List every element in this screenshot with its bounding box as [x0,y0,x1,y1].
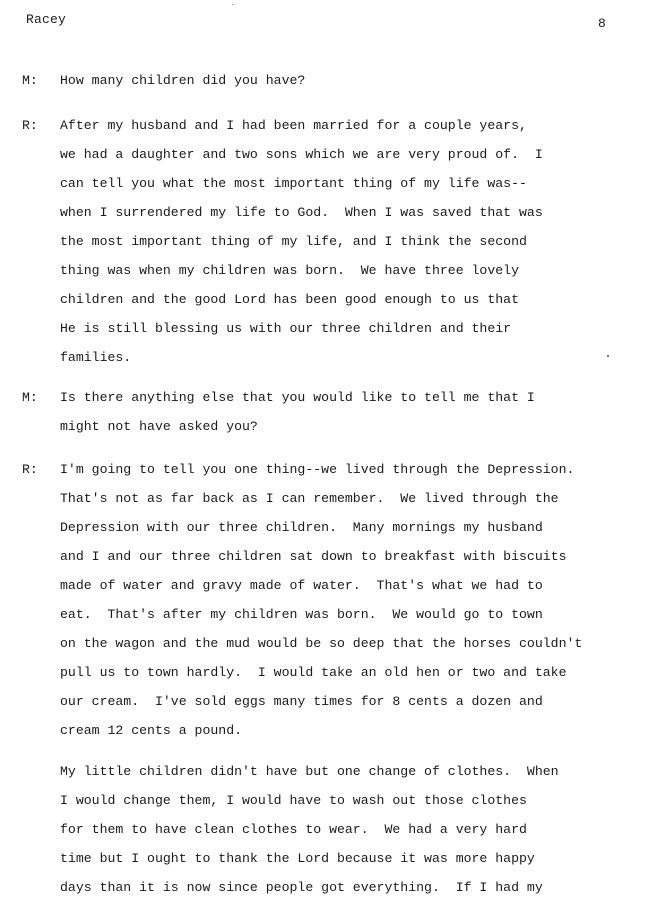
text-line: cream 12 cents a pound. [60,723,243,738]
text-line: That's not as far back as I can remember. We lived through the [60,491,559,506]
speaker-label: R: [22,118,38,133]
text-line: I'm going to tell you one thing--we lived through the Depression. [60,462,575,477]
text-line: My little children didn't have but one change of clothes. When [60,764,559,779]
speaker-label: M: [22,390,38,405]
entry-text [60,66,645,95]
entry-text [60,757,645,902]
text-line: for them to have clean clothes to wear. We had a very hard [60,822,527,837]
text-line: After my husband and I had been married for a couple years, [60,118,527,133]
text-line: the most important thing of my life, and I think the second [60,234,527,249]
entry-text [60,455,645,745]
text-line: Is there anything else that you would like to tell me that I [60,390,535,405]
header-interviewee-name: Racey [26,12,67,27]
scan-speck [232,4,233,5]
text-line: made of water and gravy made of water. That's what we had to [60,578,543,593]
page-number: 8 [598,16,606,31]
speaker-label: R: [22,462,38,477]
text-line: pull us to town hardly. I would take an old hen or two and take [60,665,567,680]
scan-speck [607,355,609,357]
speaker-label: M: [22,73,38,88]
text-line: He is still blessing us with our three children and their [60,321,512,336]
text-line: and I and our three children sat down to breakfast with biscuits [60,549,567,564]
text-line: when I surrendered my life to God. When I was saved that was [60,205,543,220]
text-line: might not have asked you? [60,419,258,434]
text-line: thing was when my children was born. We have three lovely [60,263,519,278]
entry-text [60,111,645,372]
entry-text [60,383,645,441]
text-line: can tell you what the most important thing of my life was-- [60,176,527,191]
text-line: children and the good Lord has been good enough to us that [60,292,519,307]
text-line: our cream. I've sold eggs many times for 8 cents a dozen and [60,694,543,709]
text-line: time but I ought to thank the Lord because it was more happy [60,851,535,866]
text-line: days than it is now since people got everything. If I had my [60,880,543,895]
text-line: on the wagon and the mud would be so deep that the horses couldn't [60,636,583,651]
text-line: Depression with our three children. Many mornings my husband [60,520,543,535]
text-line: we had a daughter and two sons which we are very proud of. I [60,147,543,162]
text-line: I would change them, I would have to wash out those clothes [60,793,527,808]
text-line: How many children did you have? [60,73,306,88]
text-line: eat. That's after my children was born. We would go to town [60,607,543,622]
text-line: families. [60,350,132,365]
